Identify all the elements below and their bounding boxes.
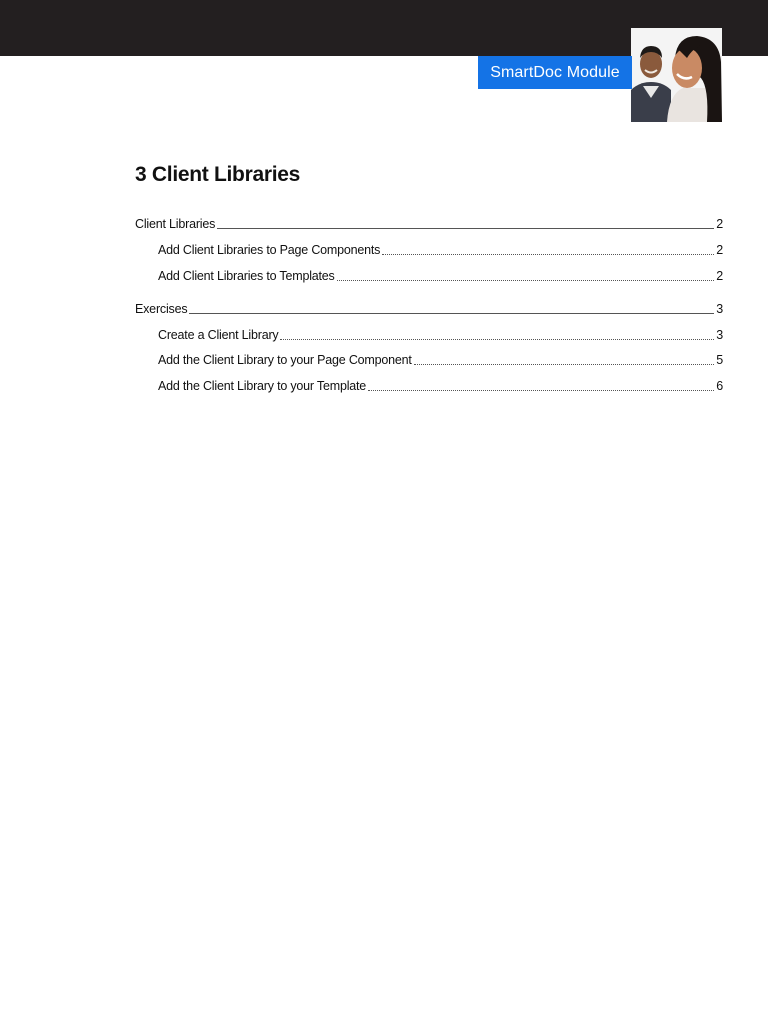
toc-entry-label: Add Client Libraries to Templates — [158, 269, 335, 283]
toc-entry-add-to-page-component[interactable] — [158, 352, 723, 368]
toc-entry-label: Add the Client Library to your Page Component — [158, 353, 412, 367]
toc-leader — [337, 280, 715, 281]
toc-leader — [414, 364, 715, 365]
toc-leader — [368, 390, 714, 391]
toc-entry-add-to-template[interactable] — [158, 378, 723, 394]
toc-entry-page: 2 — [716, 243, 723, 257]
module-label-tag: SmartDoc Module — [478, 56, 632, 89]
toc-leader — [382, 254, 714, 255]
toc-entry-client-libraries[interactable] — [135, 216, 723, 232]
toc-entry-label: Client Libraries — [135, 217, 216, 231]
toc-entry-page: 6 — [716, 379, 723, 393]
toc-entry-create-client-library[interactable] — [158, 327, 723, 343]
people-photo — [631, 28, 722, 122]
toc-entry-exercises[interactable] — [135, 301, 723, 317]
toc-leader — [217, 228, 714, 229]
toc-leader — [189, 313, 714, 314]
toc-entry-label: Exercises — [135, 302, 188, 316]
toc-entry-label: Add the Client Library to your Template — [158, 379, 367, 393]
toc-entry-page: 3 — [716, 328, 723, 342]
toc-entry-page: 5 — [716, 353, 723, 367]
toc-entry-add-to-page-components[interactable] — [158, 242, 723, 258]
chapter-title: 3 Client Libraries — [135, 163, 300, 186]
toc-leader — [280, 339, 714, 340]
toc-entry-page: 2 — [716, 217, 723, 231]
toc-entry-add-to-templates[interactable] — [158, 268, 723, 284]
toc-entry-page: 3 — [716, 302, 723, 316]
toc-entry-label: Create a Client Library — [158, 328, 279, 342]
toc-entry-label: Add Client Libraries to Page Components — [158, 243, 381, 257]
toc-entry-page: 2 — [716, 269, 723, 283]
